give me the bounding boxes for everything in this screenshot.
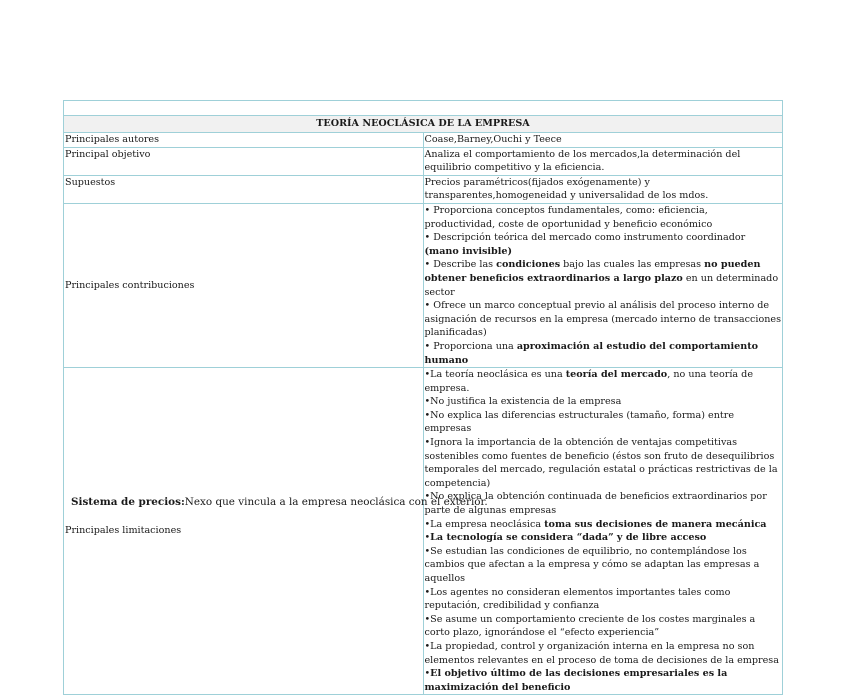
row-supuestos <box>64 175 783 203</box>
blank-cell <box>64 101 783 116</box>
list-item: •La propiedad, control y organización interna en la empresa no son elementos relevantes en el proceso de toma de decisiones de la empresa <box>424 640 779 666</box>
value-autores: Coase,Barney,Ouchi y Teece <box>423 133 783 148</box>
list-item: •No justifica la existencia de la empresa <box>424 396 622 408</box>
row-contribuciones <box>64 203 783 367</box>
list-item: •No explica la obtención continuada de beneficios extraordinarios por parte de algunas empresas <box>424 491 767 517</box>
list-item: • Proporciona conceptos fundamentales, como: eficiencia, productividad, coste de oportunidad y beneficio económico <box>424 204 713 230</box>
value-limitaciones <box>423 368 783 695</box>
list-item: •No explica las diferencias estructurales (tamaño, forma) entre empresas <box>424 409 735 435</box>
label-supuestos: Supuestos <box>64 175 424 203</box>
label-objetivo: Principal objetivo <box>64 147 424 175</box>
price-system-text: Nexo que vincula a la empresa neoclásica con el exterior. <box>184 496 488 508</box>
value-supuestos: Precios paramétricos(fijados exógenamente) y transparentes,homogeneidad y universalidad de los mdos. <box>423 175 783 203</box>
list-item: •La tecnología se considera “dada” y de libre acceso <box>424 532 707 544</box>
list-item: •Se estudian las condiciones de equilibrio, no contemplándose los cambios que afectan a la empresa y cómo se adaptan las empresas a aquellos <box>424 545 760 584</box>
value-contribuciones <box>423 203 783 367</box>
value-objetivo: Analiza el comportamiento de los mercados,la determinación del equilibrio competitivo y la eficiencia. <box>423 147 783 175</box>
price-system-label: Sistema de precios: <box>71 496 185 508</box>
price-system-note <box>71 496 488 508</box>
row-autores <box>64 133 783 148</box>
list-item: • Ofrece un marco conceptual previo al análisis del proceso interno de asignación de recursos en la empresa (mercado interno de transacciones planificadas) <box>424 300 782 339</box>
list-item: •Los agentes no consideran elementos importantes tales como reputación, credibilidad y confianza <box>424 586 731 612</box>
row-limitaciones <box>64 368 783 695</box>
theory-table <box>63 100 783 695</box>
document-page <box>63 100 783 695</box>
label-limitaciones: Principales limitaciones <box>64 368 424 695</box>
list-item: •Se asume un comportamiento creciente de los costes marginales a corto plazo, ignorándose el “efecto experiencia” <box>424 613 756 639</box>
row-objetivo <box>64 147 783 175</box>
list-item: •Ignora la importancia de la obtención de ventajas competitivas sostenibles como fuentes de beneficio (éstos son fruto de desequilibrios temporales del mercado, regulación estatal o prácticas restrictivas de la competencia) <box>424 437 778 489</box>
table-title: TEORÍA NEOCLÁSICA DE LA EMPRESA <box>64 116 783 133</box>
title-row <box>64 116 783 133</box>
blank-header-row <box>64 101 783 116</box>
list-item: •La teoría neoclásica es una teoría del mercado, no una teoría de empresa. <box>424 369 754 394</box>
label-contribuciones: Principales contribuciones <box>64 203 424 367</box>
list-item: • Descripción teórica del mercado como instrumento coordinador (mano invisible) <box>424 232 746 257</box>
list-item: •La empresa neoclásica toma sus decisiones de manera mecánica <box>424 518 767 530</box>
list-item: •El objetivo último de las decisiones empresariales es la maximización del beneficio <box>424 668 728 693</box>
list-item: • Describe las condiciones bajo las cuales las empresas no pueden obtener beneficios extraordinarios a largo plazo en un determinado sector <box>424 259 779 298</box>
list-item: • Proporciona una aproximación al estudio del comportamiento humano <box>424 340 759 366</box>
label-autores: Principales autores <box>64 133 424 148</box>
